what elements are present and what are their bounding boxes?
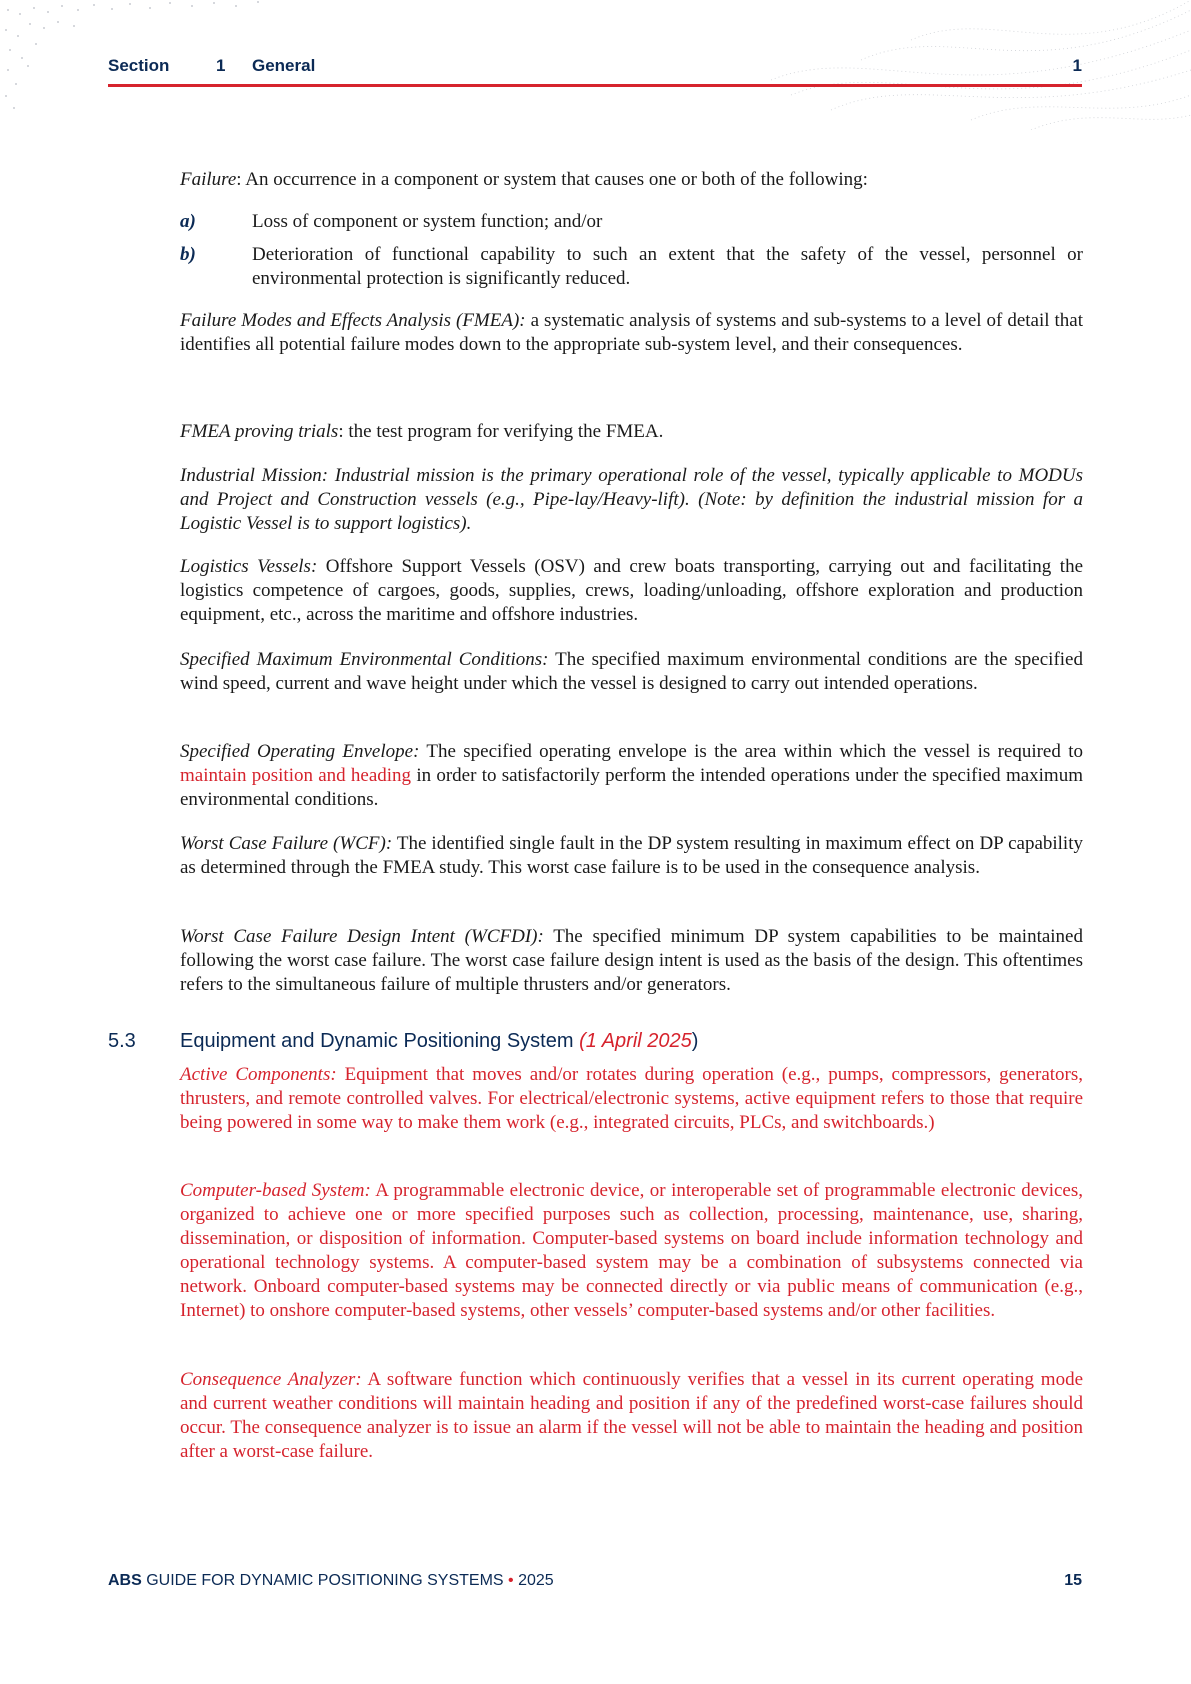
footer-brand: ABS	[108, 1572, 142, 1589]
term-logistics-vessels: Logistics Vessels:	[180, 556, 318, 577]
list-item	[180, 243, 1083, 291]
definition-wcfdi: Worst Case Failure Design Intent (WCFDI): The specified minimum DP system capabilities to be maintained following the worst case failure. The worst case failure design intent is used as the basis of the design. This oftentimes refers to the simultaneous failure of multiple thrusters and/or generators.	[180, 926, 1083, 995]
list-item	[180, 210, 1083, 234]
definition-fmea: Failure Modes and Effects Analysis (FMEA): a systematic analysis of systems and sub-systems to a level of detail that identifies all potential failure modes down to the appropriate sub-system level, and their consequences.	[180, 310, 1083, 355]
footer-page-number: 15	[1064, 1572, 1082, 1589]
page-footer	[108, 1572, 1082, 1596]
revision-date: (1 April 2025	[579, 1030, 692, 1052]
list-letter: a)	[180, 211, 196, 232]
revised-text: maintain position and heading	[180, 765, 412, 786]
section-heading-5-3	[108, 1030, 1082, 1060]
list-letter: b)	[180, 244, 196, 265]
term-fmea: Failure Modes and Effects Analysis (FMEA):	[180, 310, 526, 331]
footer-guide-title: GUIDE FOR DYNAMIC POSITIONING SYSTEMS	[141, 1572, 509, 1589]
footer-year: 2025	[513, 1572, 554, 1589]
section-title: Equipment and Dynamic Positioning System (1 April 2025)	[180, 1030, 699, 1052]
term-consequence-analyzer: Consequence Analyzer:	[180, 1369, 362, 1390]
term-wcfdi: Worst Case Failure Design Intent (WCFDI):	[180, 926, 544, 947]
page-header	[108, 52, 1082, 87]
definition-failure: Failure: An occurrence in a component or system that causes one or both of the following:	[180, 169, 868, 190]
term-smec: Specified Maximum Environmental Conditions:	[180, 649, 549, 670]
footer-separator: •	[508, 1572, 514, 1589]
definition-industrial-mission: Industrial Mission: Industrial mission is the primary operational role of the vessel, typically applicable to MODUs and Project and Construction vessels (e.g., Pipe-lay/Heavy-lift). (Note: by definition the industrial mission for a Logistic Vessel is to support logistics).	[180, 465, 1083, 534]
header-page-ref: 1	[1072, 56, 1082, 75]
section-number: 5.3	[108, 1030, 136, 1052]
definition-soe: Specified Operating Envelope: The specified operating envelope is the area within which the vessel is required to maintain position and heading in order to satisfactorily perform the intended operations under the specified maximum environmental conditions.	[180, 741, 1083, 810]
definition-computer-based-system: Computer-based System: A programmable electronic device, or interoperable set of programmable electronic devices, organized to achieve one or more specified purposes such as collection, processing, maintenance, use, sharing, dissemination, or disposition of information. Computer-based systems on board include information technology and operational technology systems. A computer-based system may be a combination of subsystems connected via network. Onboard computer-based systems may be connected directly or via public means of communication (e.g., Internet) to onshore computer-based systems, other vessels’ computer-based systems and/or other facilities.	[180, 1180, 1083, 1321]
term-active-components: Active Components:	[180, 1064, 337, 1085]
term-computer-based-system: Computer-based System:	[180, 1180, 371, 1201]
definition-smec: Specified Maximum Environmental Conditions: The specified maximum environmental conditions are the specified wind speed, current and wave height under which the vessel is designed to carry out intended operations.	[180, 649, 1083, 694]
header-section-title: General	[252, 56, 316, 75]
list-text: Deterioration of functional capability to such an extent that the safety of the vessel, personnel or environmental protection is significantly reduced.	[252, 244, 1083, 289]
term-wcf: Worst Case Failure (WCF):	[180, 833, 393, 854]
definition-consequence-analyzer: Consequence Analyzer: A software function which continuously verifies that a vessel in its current operating mode and current weather conditions will maintain heading and position if any of the predefined worst-case failures should occur. The consequence analyzer is to issue an alarm if the vessel will not be able to maintain the heading and position after a worst-case failure.	[180, 1369, 1083, 1462]
header-section-label: Section	[108, 56, 170, 75]
header-section-number: 1	[216, 56, 226, 75]
term-soe: Specified Operating Envelope:	[180, 741, 420, 762]
definition-active-components: Active Components: Equipment that moves and/or rotates during operation (e.g., pumps, compressors, generators, thrusters, and remote controlled valves. For electrical/electronic systems, active equipment refers to those that require being powered in some way to make them work (e.g., integrated circuits, PLCs, and switchboards.)	[180, 1064, 1083, 1133]
term-fmea-proving-trials: FMEA proving trials	[180, 421, 339, 442]
definition-logistics-vessels: Logistics Vessels: Offshore Support Vessels (OSV) and crew boats transporting, carrying out and facilitating the logistics competence of cargoes, goods, supplies, crews, loading/unloading, offshore exploration and production equipment, etc., across the maritime and offshore industries.	[180, 556, 1084, 625]
definition-fmea-proving-trials: FMEA proving trials: the test program for verifying the FMEA.	[180, 421, 664, 442]
list-text: Loss of component or system function; and/or	[252, 211, 603, 232]
term-failure: Failure	[180, 169, 237, 190]
definition-wcf: Worst Case Failure (WCF): The identified single fault in the DP system resulting in maximum effect on DP capability as determined through the FMEA study. This worst case failure is to be used in the consequence analysis.	[180, 833, 1083, 878]
